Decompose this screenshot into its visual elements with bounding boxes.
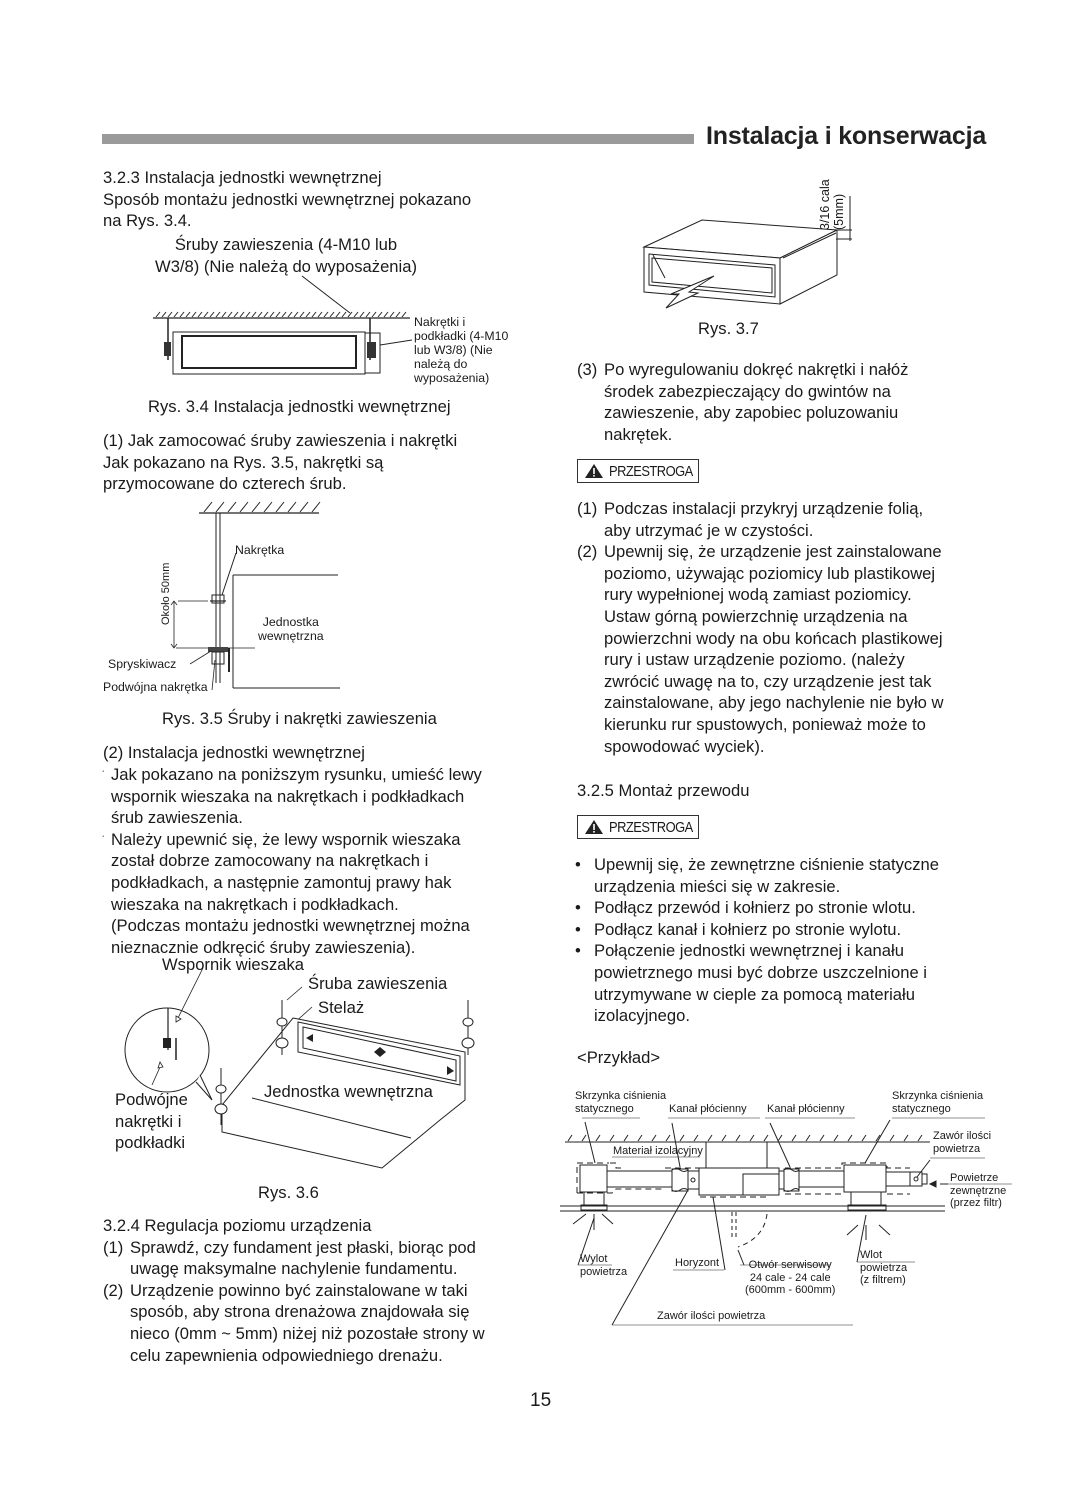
item-line: utrzymywane w cieple za pomocą materiału: [594, 984, 915, 1004]
duct-outside-air-label: [950, 1172, 1006, 1210]
item-line: · Należy upewnić się, że lewy wspornik wieszaka: [111, 829, 461, 849]
step-line: przymocowane do czterech śrub.: [103, 474, 347, 494]
label-line: (przez filtr): [950, 1197, 1002, 1209]
label-line: powietrza: [933, 1142, 981, 1155]
item-number: (3): [577, 360, 598, 379]
label-line: Wlot: [860, 1249, 882, 1261]
label-line: wyposażenia): [414, 371, 490, 385]
fig-3-6-bolt-label: Śruba zawieszenia: [308, 974, 448, 993]
item-line: aby utrzymać je w czystości.: [604, 520, 814, 540]
label-line: 24 cale - 24 cale: [749, 1271, 831, 1284]
caution-label: PRZESTROGA: [609, 462, 693, 480]
item-line: • Podłącz przewód i kołnierz po stronie wlotu.: [594, 898, 916, 918]
item-line: • Podłącz kanał i kołnierz po stronie wylotu.: [594, 919, 902, 939]
item-number: (1): [103, 1237, 124, 1257]
item-line: Sprawdź, czy fundament jest płaski, biorąc pod: [130, 1237, 476, 1257]
item-number: (2): [103, 1280, 124, 1300]
item-line: celu zapewnienia odpowiedniego drenażu.: [130, 1345, 443, 1365]
item-line: Podczas instalacji przykryj urządzenie folią,: [604, 499, 924, 518]
label-line: lub W3/8) (Nie: [414, 343, 493, 357]
item-line: poziomo, używając poziomicy lub plastikowej: [604, 563, 936, 583]
item-line: Upewnij się, że urządzenie jest zainstalowane: [604, 542, 942, 562]
item-line: wspornik wieszaka na nakrętkach i podkładkach: [111, 786, 465, 806]
section-heading: 3.2.4 Regulacja poziomu urządzenia: [103, 1216, 372, 1235]
duct-canvas-label-2: Kanał płócienny: [767, 1103, 845, 1115]
label-line: wewnętrzna: [258, 629, 324, 643]
item-line: środek zabezpieczający do gwintów na: [604, 381, 891, 401]
duct-service-hole-label: [745, 1259, 835, 1297]
item-line: podkładkach, a następnie zamontuj prawy hak: [111, 872, 452, 892]
label-line: podkładki: [115, 1133, 186, 1153]
item-line: (Podczas montażu jednostki wewnętrznej można: [111, 916, 470, 936]
item-line: · Jak pokazano na poniższym rysunku, umieść lewy: [111, 765, 482, 784]
item-number: (2): [577, 542, 598, 562]
item-line: sposób, aby strona drenażowa znajdowała się: [130, 1302, 470, 1322]
fig-3-6-frame-label: Stelaż: [318, 998, 365, 1017]
step-line: Jak pokazano na Rys. 3.5, nakrętki są: [103, 452, 384, 472]
item-line: • Upewnij się, że zewnętrzne ciśnienie statyczne: [594, 855, 939, 874]
fig-3-5-distance-label: Około 50mm: [160, 562, 172, 625]
label-line: 3/16 cala: [818, 179, 832, 230]
item-line: śrub zawieszenia.: [111, 808, 243, 828]
label-line: powietrza: [580, 1265, 628, 1278]
example-label: <Przykład>: [577, 1048, 661, 1067]
page-number: 15: [530, 1390, 552, 1411]
label-line: Podwójne: [115, 1090, 188, 1109]
duct-air-inlet-label: [860, 1249, 907, 1287]
duct-horizon-label: Horyzont: [675, 1257, 720, 1269]
item-line: • Połączenie jednostki wewnętrznej i kanału: [594, 941, 904, 961]
caution-label: PRZESTROGA: [609, 818, 693, 836]
item-line: rury wypełnionej wodą zamiast poziomicy.: [604, 585, 912, 605]
fig-3-6-caption: Rys. 3.6: [258, 1183, 319, 1202]
item-line: rury i ustaw urządzenie poziomo. (należy: [604, 650, 905, 670]
item-line: uwagę maksymalne nachylenie fundamentu.: [130, 1259, 458, 1279]
label-line: Nakrętki i: [414, 315, 466, 329]
fig-3-5-nut-label: Nakrętka: [235, 543, 285, 557]
item-line: urządzenia mieści się w zakresie.: [594, 876, 841, 896]
label-line: (z filtrem): [860, 1274, 906, 1286]
intro-line: Sposób montażu jednostki wewnętrznej pokazano: [103, 189, 472, 209]
item-line: nieco (0mm ~ 5mm) niżej niż pozostałe strony w: [130, 1323, 485, 1343]
duct-air-valve-bottom-label: Zawór ilości powietrza: [657, 1310, 766, 1322]
item-line: Urządzenie powinno być zainstalowane w taki: [130, 1280, 468, 1300]
label-line: (600mm - 600mm): [745, 1284, 836, 1296]
label-line: Powietrze: [950, 1172, 999, 1184]
item-line: kierunku rur spustowych, ponieważ może to: [604, 714, 926, 734]
label-line: Jednostka: [262, 615, 319, 629]
item-line: nakrętek.: [604, 424, 673, 444]
label-line: W3/8) (Nie należą do wyposażenia): [155, 256, 417, 276]
label-line: (5mm): [832, 193, 846, 230]
fig-3-5-double-nut-label: Podwójna nakrętka: [103, 680, 208, 694]
duct-insulation-label: Materiał izolacyjny: [613, 1145, 703, 1157]
item-number: (1): [577, 499, 598, 518]
item-line: Ustaw górną powierzchnię urządzenia na: [604, 606, 908, 626]
duct-canvas-label-1: Kanał płócienny: [669, 1103, 747, 1115]
step-line: (1) Jak zamocować śruby zawieszenia i nakrętki: [103, 431, 458, 450]
fig-3-6-unit-label: Jednostka wewnętrzna: [264, 1082, 433, 1101]
label-line: Skrzynka ciśnienia: [892, 1090, 984, 1102]
duct-air-outlet-label: [580, 1253, 627, 1278]
item-line: izolacyjnego.: [594, 1006, 690, 1026]
duct-static-box-left-label: [575, 1090, 666, 1115]
label-line: Zawór ilości: [933, 1130, 992, 1142]
label-line: statycznego: [575, 1102, 634, 1115]
item-line: zwrócić uwagę na to, czy urządzenie jest tak: [604, 671, 932, 691]
intro-line: na Rys. 3.4.: [103, 211, 192, 231]
label-line: Skrzynka ciśnienia: [575, 1090, 667, 1102]
item-line: powierzchni wody na obu końcach plastikowej: [604, 628, 943, 648]
item-line: Po wyregulowaniu dokręć nakrętki i nałóż: [604, 360, 909, 379]
item-line: zainstalowane, aby jego nachylenie nie było w: [604, 693, 944, 713]
item-line: powietrznego musi być dobrze uszczelnione i: [594, 962, 927, 982]
duct-air-valve-right-label: [933, 1130, 991, 1155]
label-line: należą do: [414, 357, 468, 371]
label-line: powietrza: [860, 1261, 908, 1274]
label-line: Śruby zawieszenia (4-M10 lub: [174, 235, 398, 254]
fig-3-5-washer-label: Spryskiwacz: [108, 657, 177, 671]
label-line: statycznego: [892, 1102, 951, 1115]
fig-3-6-bracket-label: Wspornik wieszaka: [162, 955, 305, 974]
fig-3-4-caption: Rys. 3.4 Instalacja jednostki wewnętrznej: [148, 397, 451, 416]
item-line: został dobrze zamocowany na nakrętkach i: [111, 851, 429, 871]
step-2-heading: (2) Instalacja jednostki wewnętrznej: [103, 743, 365, 762]
item-line: spowodować wyciek).: [604, 736, 765, 756]
label-line: Wylot: [580, 1253, 608, 1265]
duct-static-box-right-label: [892, 1090, 983, 1115]
item-line: zawieszenie, aby zapobiec poluzowaniu: [604, 403, 899, 423]
label-line: zewnętrzne: [950, 1184, 1007, 1197]
page-title: Instalacja i konserwacja: [706, 122, 987, 150]
fig-3-7-caption: Rys. 3.7: [698, 319, 759, 338]
item-line: wieszaka na nakrętkach i podkładkach.: [111, 894, 399, 914]
label-line: podkładki (4-M10: [414, 329, 509, 343]
section-heading: 3.2.3 Instalacja jednostki wewnętrznej: [103, 168, 382, 187]
label-line: nakrętki i: [115, 1111, 182, 1131]
fig-3-5-caption: Rys. 3.5 Śruby i nakrętki zawieszenia: [162, 709, 437, 728]
section-3-2-5-heading: 3.2.5 Montaż przewodu: [577, 781, 750, 800]
item-line: nieznacznie odkręcić śruby zawieszenia).: [111, 937, 416, 957]
label-line: Otwór serwisowy: [748, 1259, 832, 1271]
